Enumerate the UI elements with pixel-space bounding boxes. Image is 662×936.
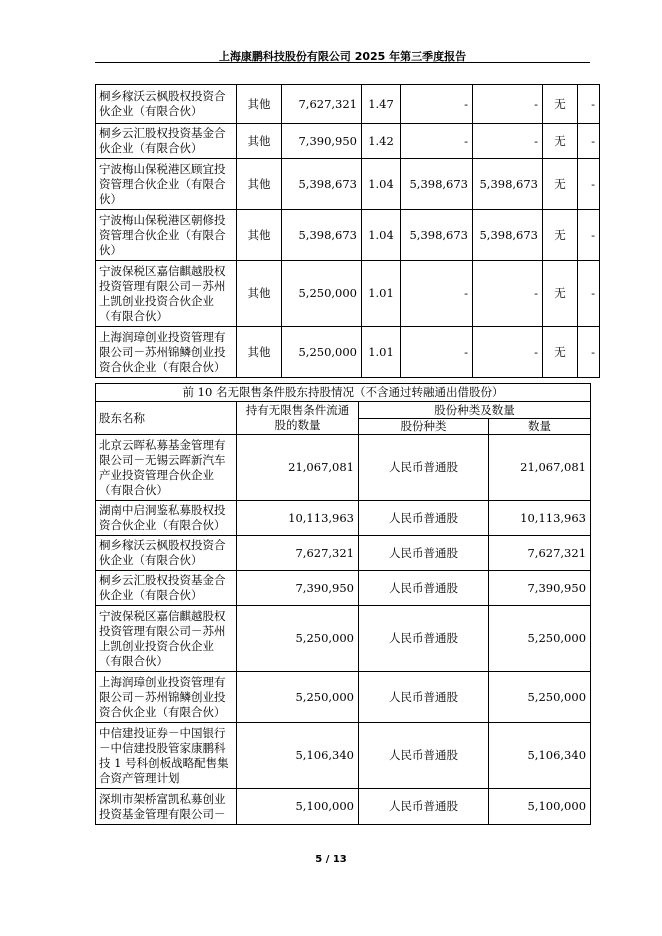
- share-type: 人民币普通股: [359, 501, 489, 536]
- header-rule: [95, 62, 590, 63]
- pledge-status: 无: [543, 159, 578, 210]
- share-type: 人民币普通股: [359, 536, 489, 571]
- share-amount: 5,106,340: [489, 723, 591, 789]
- restricted-shares: -: [401, 261, 473, 327]
- restricted-incl-lent: -: [473, 124, 543, 159]
- unrestricted-qty: 5,100,000: [237, 789, 359, 825]
- restricted-incl-lent: -: [473, 85, 543, 124]
- shareholder-name: 桐乡云汇股权投资基金合伙企业（有限合伙）: [96, 571, 237, 606]
- holding-ratio: 1.01: [362, 327, 401, 378]
- pledge-status: 无: [543, 210, 578, 261]
- share-amount: 21,067,081: [489, 435, 591, 501]
- table-row: [96, 210, 600, 261]
- shares-held: 7,627,321: [282, 85, 362, 124]
- unrestricted-qty: 7,390,950: [237, 571, 359, 606]
- share-amount: 5,250,000: [489, 672, 591, 723]
- pledge-quantity: -: [578, 327, 600, 378]
- restricted-shares: -: [401, 85, 473, 124]
- table-row: [96, 261, 600, 327]
- share-amount: 7,390,950: [489, 571, 591, 606]
- share-amount: 7,627,321: [489, 536, 591, 571]
- pledge-status: 无: [543, 261, 578, 327]
- shareholder-nature: 其他: [237, 159, 282, 210]
- page-number: 5 / 13: [315, 854, 347, 865]
- unrestricted-qty: 7,627,321: [237, 536, 359, 571]
- shareholder-nature: 其他: [237, 85, 282, 124]
- restricted-incl-lent: -: [473, 261, 543, 327]
- pledge-quantity: -: [578, 159, 600, 210]
- restricted-incl-lent: -: [473, 327, 543, 378]
- table-row: [96, 606, 591, 672]
- restricted-incl-lent: 5,398,673: [473, 210, 543, 261]
- shareholder-name: 中信建投证券－中国银行－中信建投股管家康鹏科技 1 号科创板战略配售集合资产管理计划: [96, 723, 237, 789]
- share-amount: 10,113,963: [489, 501, 591, 536]
- restricted-shares: 5,398,673: [401, 159, 473, 210]
- holding-ratio: 1.47: [362, 85, 401, 124]
- pledge-quantity: -: [578, 124, 600, 159]
- shareholder-nature: 其他: [237, 327, 282, 378]
- shareholder-nature: 其他: [237, 210, 282, 261]
- shares-held: 5,398,673: [282, 210, 362, 261]
- share-type: 人民币普通股: [359, 723, 489, 789]
- unrestricted-qty: 5,250,000: [237, 606, 359, 672]
- table-row: [96, 159, 600, 210]
- shares-held: 5,250,000: [282, 261, 362, 327]
- shareholder-name: 宁波梅山保税港区顾宜投资管理合伙企业（有限合伙）: [96, 159, 237, 210]
- share-amount: 5,250,000: [489, 606, 591, 672]
- table-row: [96, 85, 600, 124]
- table-row: [96, 536, 591, 571]
- table-row: [96, 672, 591, 723]
- table-row: [96, 501, 591, 536]
- pledge-status: 无: [543, 327, 578, 378]
- holding-ratio: 1.04: [362, 159, 401, 210]
- header-shareholder-name: 股东名称: [96, 402, 237, 435]
- table-row: [96, 789, 591, 825]
- share-type: 人民币普通股: [359, 571, 489, 606]
- shareholder-nature: 其他: [237, 261, 282, 327]
- shareholder-name: 深圳市架桥富凯私募创业投资基金管理有限公司－: [96, 789, 237, 825]
- table-row: [96, 327, 600, 378]
- shareholder-name: 宁波梅山保税港区朝修投资管理合伙企业（有限合伙）: [96, 210, 237, 261]
- holding-ratio: 1.42: [362, 124, 401, 159]
- pledge-quantity: -: [578, 261, 600, 327]
- header-share-amount: 数量: [489, 419, 591, 435]
- unrestricted-qty: 5,106,340: [237, 723, 359, 789]
- pledge-status: 无: [543, 85, 578, 124]
- share-amount: 5,100,000: [489, 789, 591, 825]
- unrestricted-qty: 5,250,000: [237, 672, 359, 723]
- report-header: 上海康鹏科技股份有限公司 2025 年第三季度报告: [218, 50, 467, 63]
- share-type: 人民币普通股: [359, 672, 489, 723]
- shareholder-nature: 其他: [237, 124, 282, 159]
- share-type: 人民币普通股: [359, 435, 489, 501]
- table-row: [96, 723, 591, 789]
- restricted-shares: 5,398,673: [401, 210, 473, 261]
- restricted-incl-lent: 5,398,673: [473, 159, 543, 210]
- unrestricted-qty: 10,113,963: [237, 501, 359, 536]
- shareholder-name: 上海润璋创业投资管理有限公司－苏州锦鳞创业投资合伙企业（有限合伙）: [96, 672, 237, 723]
- shares-held: 7,390,950: [282, 124, 362, 159]
- share-type: 人民币普通股: [359, 606, 489, 672]
- header-share-type: 股份种类: [359, 419, 489, 435]
- pledge-quantity: -: [578, 85, 600, 124]
- holding-ratio: 1.01: [362, 261, 401, 327]
- restricted-shares: -: [401, 124, 473, 159]
- unrestricted-qty: 21,067,081: [237, 435, 359, 501]
- shares-held: 5,398,673: [282, 159, 362, 210]
- pledge-quantity: -: [578, 210, 600, 261]
- table-row: [96, 571, 591, 606]
- table-row: [96, 124, 600, 159]
- unrestricted-table-title: 前 10 名无限售条件股东持股情况（不含通过转融通出借股份）: [96, 384, 591, 402]
- shares-held: 5,250,000: [282, 327, 362, 378]
- shareholder-name: 湖南中启洞鉴私募股权投资合伙企业（有限合伙）: [96, 501, 237, 536]
- share-type: 人民币普通股: [359, 789, 489, 825]
- shareholder-name: 宁波保税区嘉信麒越股权投资管理有限公司－苏州上凯创业投资合伙企业（有限合伙）: [96, 606, 237, 672]
- table-row: [96, 435, 591, 501]
- shareholder-name: 北京云晖私募基金管理有限公司－无锡云晖新汽车产业投资管理合伙企业（有限合伙）: [96, 435, 237, 501]
- header-unrestricted-qty: 持有无限售条件流通股的数量: [237, 402, 359, 435]
- shareholder-name: 上海润璋创业投资管理有限公司－苏州锦鳞创业投资合伙企业（有限合伙）: [96, 327, 237, 378]
- shareholder-name: 桐乡云汇股权投资基金合伙企业（有限合伙）: [96, 124, 237, 159]
- holding-ratio: 1.04: [362, 210, 401, 261]
- pledge-status: 无: [543, 124, 578, 159]
- top10-shareholders-table-continued: [95, 84, 600, 378]
- top10-unrestricted-table: [95, 383, 591, 825]
- shareholder-name: 桐乡稼沃云枫股权投资合伙企业（有限合伙）: [96, 85, 237, 124]
- shareholder-name: 宁波保税区嘉信麒越股权投资管理有限公司－苏州上凯创业投资合伙企业（有限合伙）: [96, 261, 237, 327]
- shareholder-name: 桐乡稼沃云枫股权投资合伙企业（有限合伙）: [96, 536, 237, 571]
- restricted-shares: -: [401, 327, 473, 378]
- header-share-type-group: 股份种类及数量: [359, 402, 591, 419]
